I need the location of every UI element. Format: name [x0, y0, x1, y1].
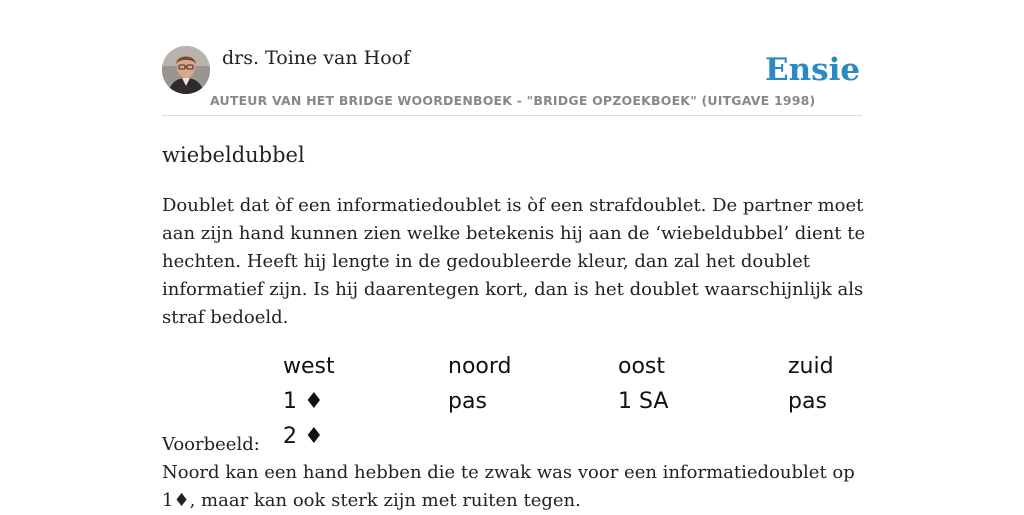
example-label: Voorbeeld: — [162, 434, 260, 455]
bidding-header-noord: noord — [448, 354, 512, 379]
bid-cell: pas — [788, 389, 827, 414]
bidding-header-oost: oost — [618, 354, 666, 379]
author-name[interactable]: drs. Toine van Hoof — [222, 47, 411, 69]
author-avatar[interactable] — [162, 46, 210, 94]
bid-cell: 1 SA — [618, 389, 669, 414]
example-text: Noord kan een hand hebben die te zwak was voor een informatiedoublet op 1♦, maar kan ook sterk zijn met ruiten tegen. — [162, 462, 855, 511]
entry-definition: Doublet dat òf een informatiedoublet is òf een strafdoublet. De partner moet aan zijn hand kunnen zien welke betekenis hij aan de ‘wiebeldubbel’ dient te hechten. Heeft hij lengte in de gedoubleerde kleur, dan zal het doublet informatief zijn. Is hij daarentegen kort, dan is het doublet waarschijnlijk als straf bedoeld. — [162, 195, 866, 328]
bid-cell: 2 ♦ — [283, 424, 324, 449]
bid-cell: 1 ♦ — [283, 389, 324, 414]
bidding-header-zuid: zuid — [788, 354, 834, 379]
author-subtitle: AUTEUR VAN HET BRIDGE WOORDENBOEK - "BRIDGE OPZOEKBOEK" (UITGAVE 1998) — [210, 93, 816, 108]
entry-term: wiebeldubbel — [162, 143, 305, 167]
bidding-header-west: west — [283, 354, 335, 379]
header-divider — [162, 115, 862, 116]
bid-cell: pas — [448, 389, 487, 414]
brand-logo[interactable]: Ensie — [765, 52, 861, 88]
